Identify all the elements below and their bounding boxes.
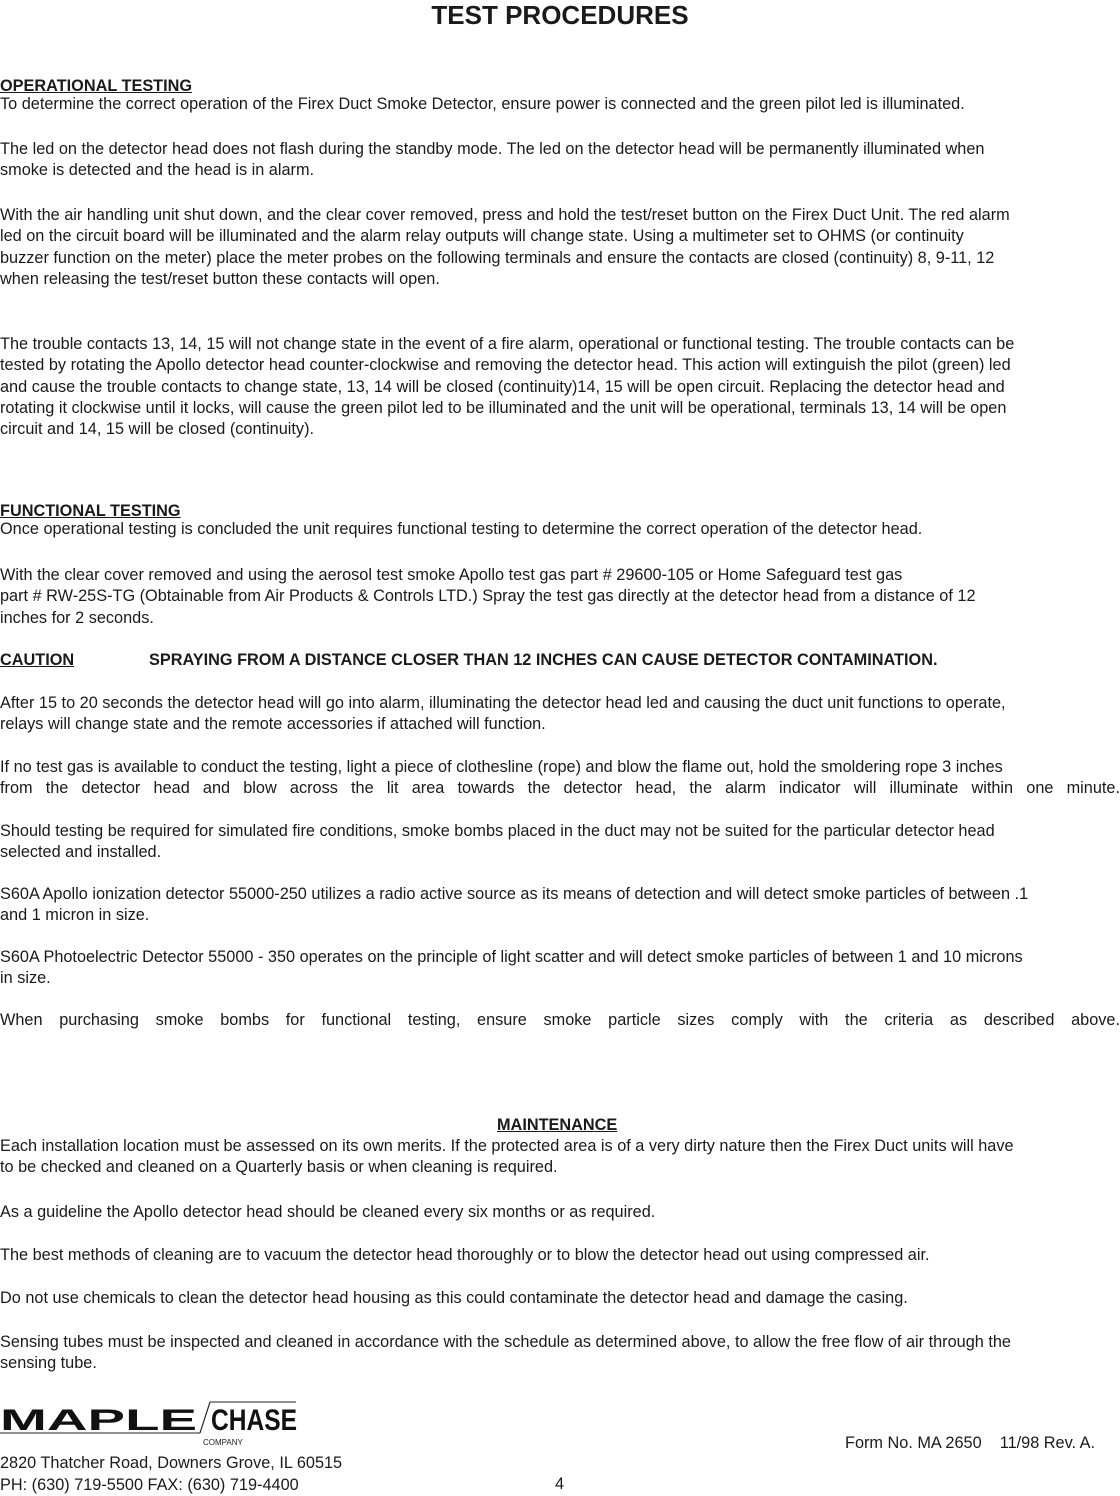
functional-heading: FUNCTIONAL TESTING [0, 502, 181, 520]
maintenance-heading: MAINTENANCE [497, 1116, 618, 1134]
text-line: in size. [0, 969, 51, 988]
caution-text: SPRAYING FROM A DISTANCE CLOSER THAN 12 INCHES CAN CAUSE DETECTOR CONTAMINATION. [149, 651, 938, 669]
operational-heading: OPERATIONAL TESTING [0, 77, 193, 95]
para [0, 884, 1120, 927]
logo-right-text: CHASE [211, 1404, 297, 1437]
text-line: rotating it clockwise until it locks, will cause the green pilot led to be illuminated and the unit will be operational, terminals 13, 14 will be open [0, 398, 1007, 417]
para [0, 1010, 1120, 1031]
text-line: relays will change state and the remote accessories if attached will function. [0, 715, 546, 734]
para [0, 693, 1120, 736]
para [0, 1288, 1120, 1309]
text-line: The trouble contacts 13, 14, 15 will not change state in the event of a fire alarm, operational or functional testing. The trouble contacts can be [0, 335, 1015, 353]
text-line: circuit and 14, 15 will be closed (continuity). [0, 420, 315, 439]
page-title: TEST PROCEDURES [431, 0, 689, 30]
logo-left-text: MAPLE [0, 1404, 197, 1437]
form-number: Form No. MA 2650 11/98 Rev. A. [845, 1434, 1096, 1452]
address: 2820 Thatcher Road, Downers Grove, IL 60515 [0, 1454, 343, 1472]
text-line: As a guideline the Apollo detector head should be cleaned every six months or as required. [0, 1203, 656, 1221]
para [0, 94, 1120, 115]
para [0, 519, 1120, 540]
para [0, 334, 1120, 440]
text-line: and cause the trouble contacts to change state, 13, 14 will be closed (continuity)14, 15 will be open circuit. Replacing the detector head and [0, 377, 1005, 396]
text-line: buzzer function on the meter) place the meter probes on the following terminals and ensure the contacts are closed (continuity) 8, 9-11, 12 [0, 248, 995, 267]
text-line: With the clear cover removed and using the aerosol test smoke Apollo test gas part # 29600-105 or Home Safeguard test gas [0, 566, 903, 584]
text-line: Once operational testing is concluded the unit requires functional testing to determine the correct operation of the detector head. [0, 520, 923, 538]
text-line: S60A Photoelectric Detector 55000 - 350 operates on the principle of light scatter and will detect smoke particles of between 1 and 10 microns [0, 948, 1023, 966]
para [0, 947, 1120, 990]
para [0, 1332, 1120, 1375]
text-line: After 15 to 20 seconds the detector head will go into alarm, illuminating the detector head led and causing the duct unit functions to operate, [0, 694, 1006, 712]
caution-label: CAUTION [0, 651, 75, 669]
text-line: Do not use chemicals to clean the detector head housing as this could contaminate the detector head and damage the casing. [0, 1289, 908, 1307]
page-number: 4 [555, 1475, 565, 1493]
text-line: selected and installed. [0, 843, 162, 862]
text-line: Should testing be required for simulated fire conditions, smoke bombs placed in the duct may not be suited for the particular detector head [0, 822, 995, 840]
text-line: To determine the correct operation of the Firex Duct Smoke Detector, ensure power is connected and the green pilot led is illuminated. [0, 95, 965, 113]
text-line: inches for 2 seconds. [0, 608, 154, 627]
text-line: The led on the detector head does not flash during the standby mode. The led on the detector head will be permanently illuminated when [0, 140, 985, 158]
para [0, 821, 1120, 864]
text-line: to be checked and cleaned on a Quarterly basis or when cleaning is required. [0, 1158, 558, 1177]
para [0, 757, 1120, 800]
para [0, 139, 1120, 182]
text-line: Each installation location must be assessed on its own merits. If the protected area is of a very dirty nature then the Firex Duct units will have [0, 1137, 1014, 1155]
text-line: led on the circuit board will be illuminated and the alarm relay outputs will change state. Using a multimeter set to OHMS (or continuity [0, 227, 964, 246]
text-line: and 1 micron in size. [0, 906, 150, 925]
text-line: when releasing the test/reset button these contacts will open. [0, 269, 440, 288]
text-line: smoke is detected and the head is in alarm. [0, 161, 315, 180]
logo-sub-text: COMPANY [203, 1438, 243, 1447]
para [0, 565, 1120, 629]
text-line: sensing tube. [0, 1354, 97, 1373]
company-address-block [0, 1453, 342, 1496]
para [0, 1202, 1120, 1223]
text-line: S60A Apollo ionization detector 55000-250 utilizes a radio active source as its means of detection and will detect smoke particles of between .1 [0, 885, 1029, 903]
text-line: tested by rotating the Apollo detector head counter-clockwise and removing the detector head. This action will extinguish the pilot (green) led [0, 356, 1011, 375]
text-line: The best methods of cleaning are to vacuum the detector head thoroughly or to blow the detector head out using compressed air. [0, 1246, 930, 1264]
phone-fax: PH: (630) 719-5500 FAX: (630) 719-4400 [0, 1475, 299, 1494]
text-line: Sensing tubes must be inspected and cleaned in accordance with the schedule as determined above, to allow the free flow of air through the [0, 1333, 1011, 1351]
text-line: part # RW-25S-TG (Obtainable from Air Products & Controls LTD.) Spray the test gas directly at the detector head from a distance of 12 [0, 587, 976, 606]
para [0, 205, 1120, 290]
text-line: With the air handling unit shut down, and the clear cover removed, press and hold the test/reset button on the Firex Duct Unit. The red alarm [0, 206, 1010, 224]
para [0, 1245, 1120, 1266]
text-line: from the detector head and blow across the lit area towards the detector head, the alarm indicator will illuminate within one minute. [0, 779, 1120, 798]
para [0, 1136, 1120, 1179]
maple-chase-logo [0, 1400, 300, 1448]
text-line: When purchasing smoke bombs for functional testing, ensure smoke particle sizes comply with the criteria as described above. [0, 1011, 1120, 1029]
text-line: If no test gas is available to conduct the testing, light a piece of clothesline (rope) and blow the flame out, hold the smoldering rope 3 inches [0, 758, 1003, 776]
